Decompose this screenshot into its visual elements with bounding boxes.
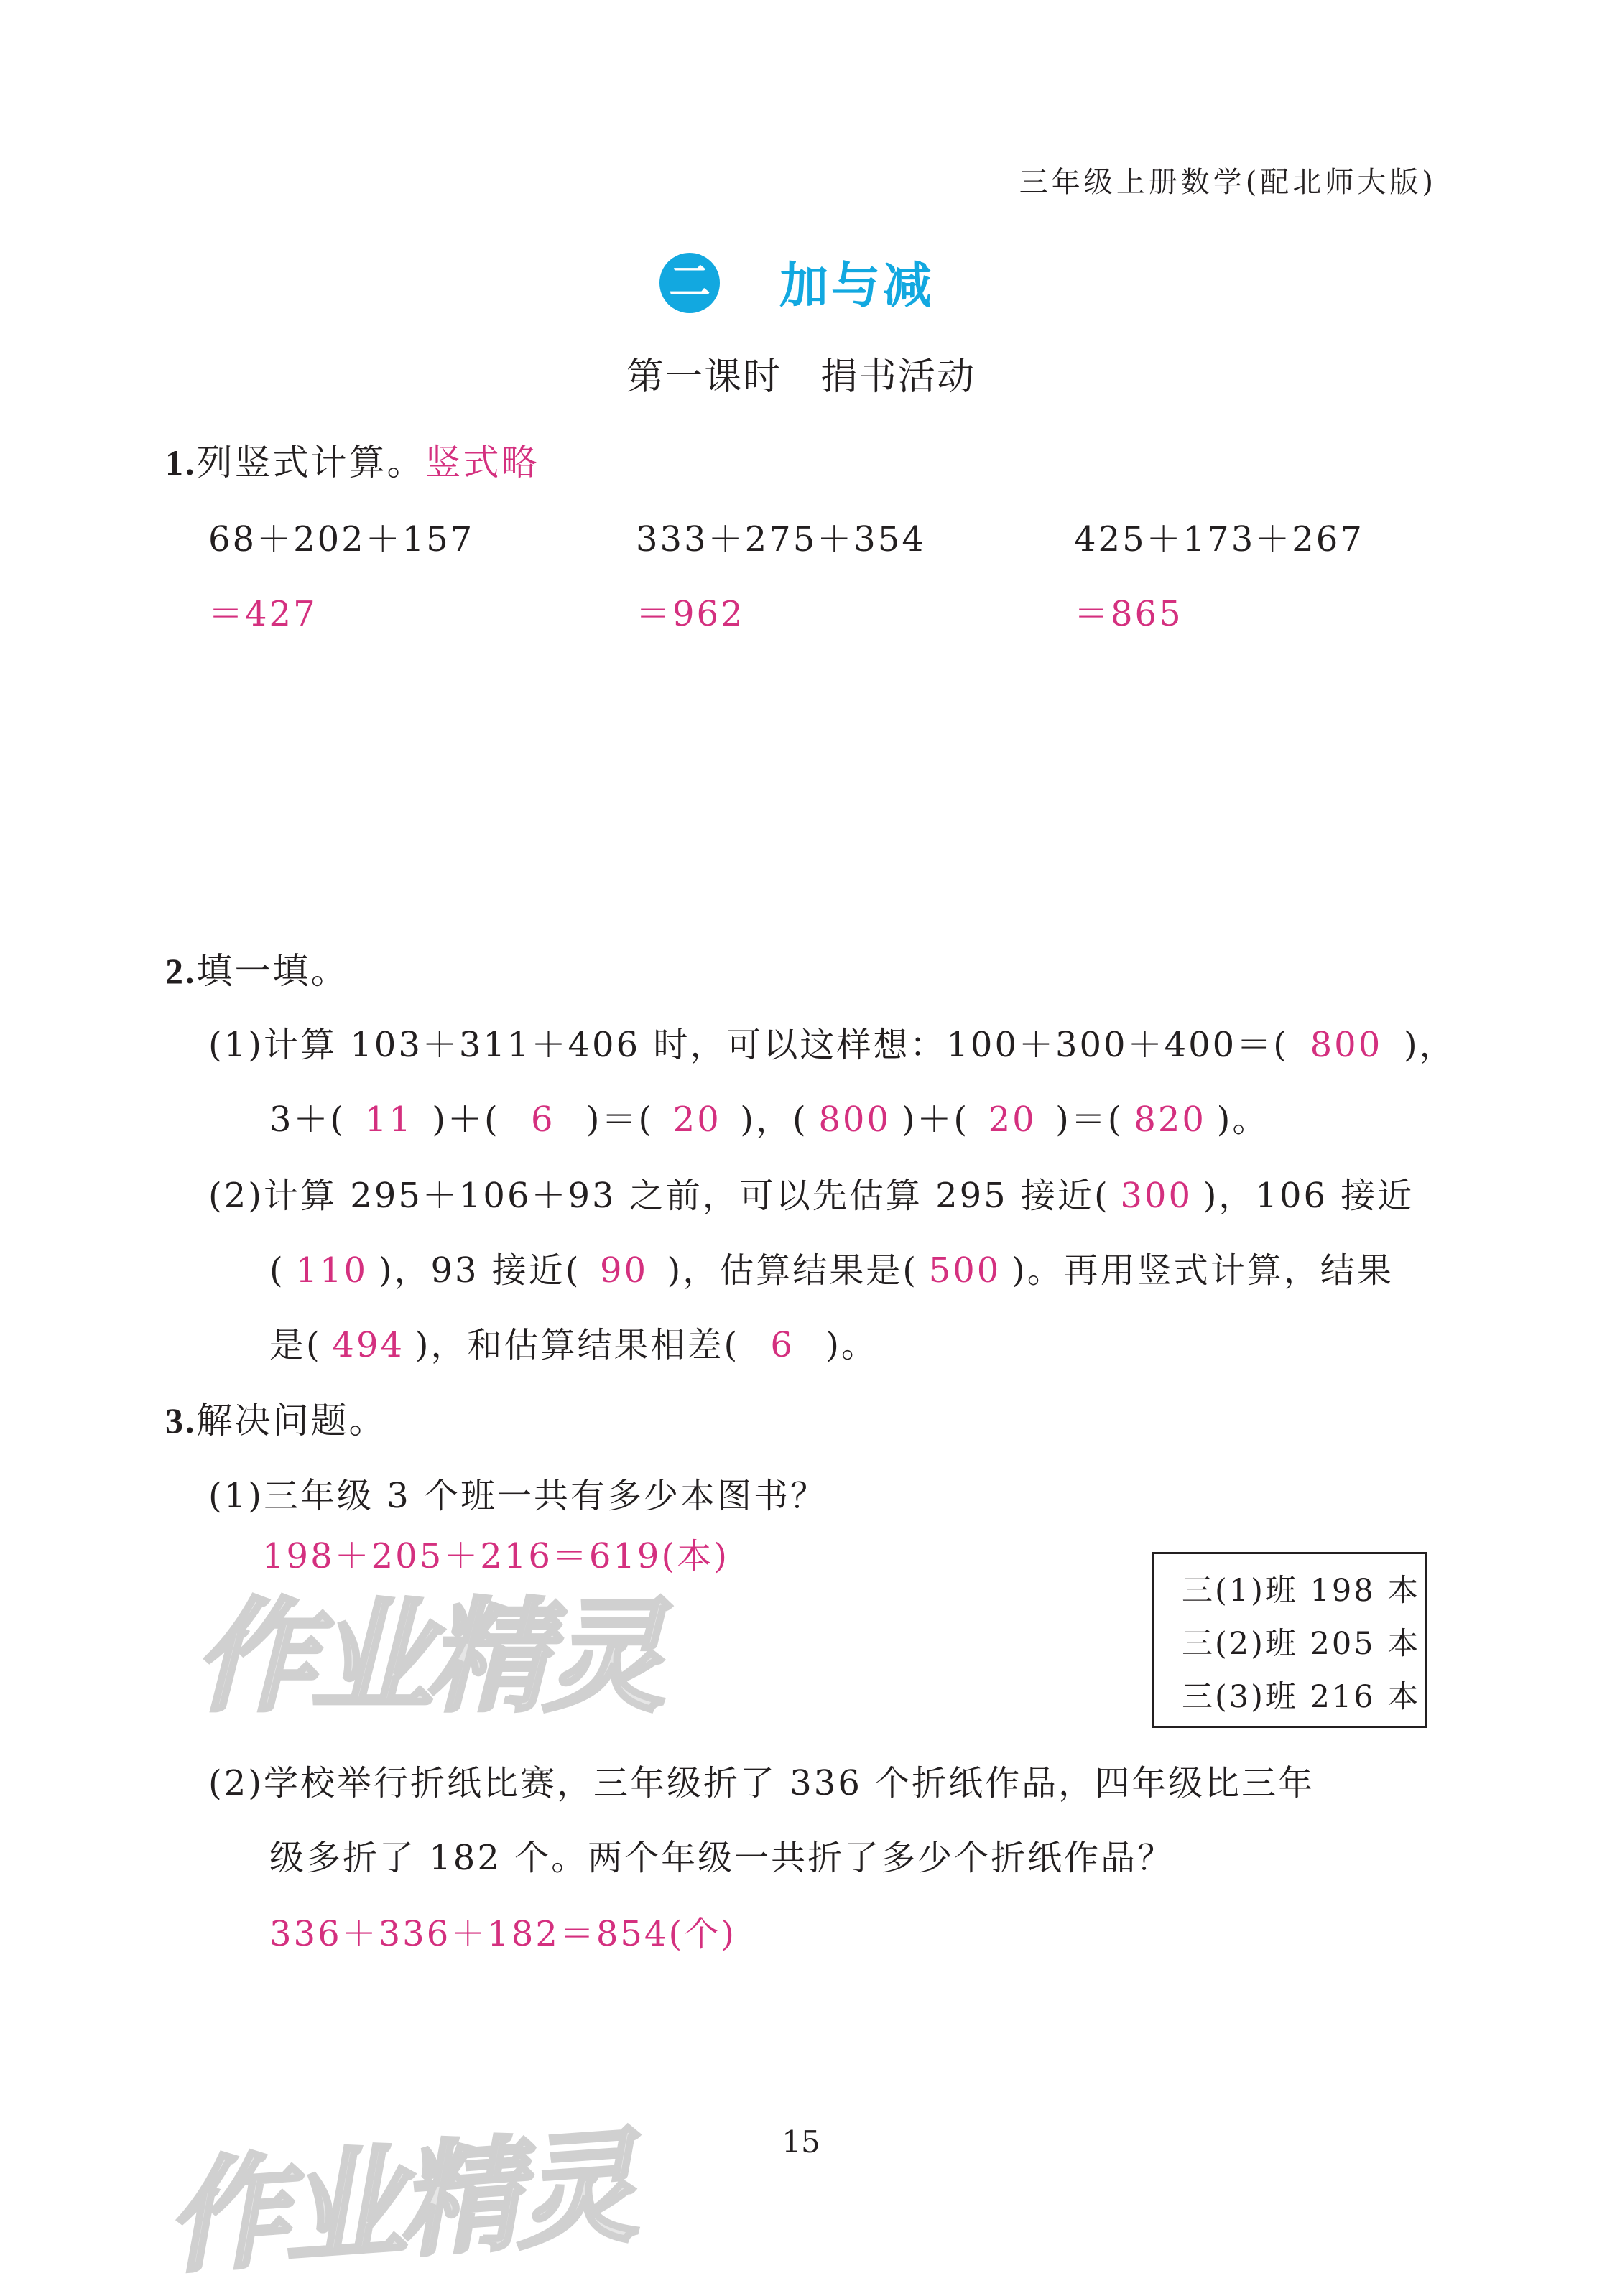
- q2-part1-line2: [269, 1092, 1269, 1141]
- blank-answer: 20: [988, 1100, 1037, 1140]
- blank-answer: 110: [295, 1250, 369, 1291]
- question-2-prompt: 填一填。: [196, 950, 349, 992]
- blank-answer: 800: [1310, 1025, 1383, 1065]
- question-2-heading: [165, 942, 349, 994]
- watermark-logo: 作业精灵: [194, 1586, 660, 1729]
- q1-expr-2: 333＋275＋354: [636, 519, 926, 559]
- q1-answer-3: ＝865: [1074, 594, 1183, 634]
- text: 是(: [269, 1325, 322, 1365]
- page-header: 三年级上册数学(配北师大版): [1019, 166, 1437, 199]
- text: )＋(: [432, 1100, 500, 1140]
- text: )＝(: [1055, 1100, 1124, 1140]
- text: )＋(: [901, 1100, 970, 1140]
- blank-answer: 820: [1134, 1100, 1206, 1140]
- text: )，(: [740, 1100, 808, 1140]
- q1-expr-1: 68＋202＋157: [208, 519, 475, 559]
- unit-title: 加与减: [779, 258, 935, 315]
- blank-answer: 500: [928, 1250, 1001, 1291]
- blank-answer: 494: [332, 1325, 405, 1365]
- blank-answer: 90: [599, 1250, 649, 1291]
- blank-answer: 20: [672, 1100, 721, 1140]
- table-row: 三(1)班 198 本: [1182, 1573, 1421, 1609]
- text: )，93 接近(: [378, 1250, 581, 1291]
- unit-number-badge: 二: [659, 253, 720, 313]
- q2-part2-line1: [208, 1168, 1414, 1217]
- question-1-prompt: 列竖式计算。: [196, 442, 425, 483]
- question-3-number: 3.: [165, 1400, 197, 1441]
- text: (1)计算 103＋311＋406 时，可以这样想：100＋300＋400＝(: [208, 1025, 1289, 1065]
- question-1-number: 1.: [165, 442, 197, 483]
- page-number: 15: [782, 2124, 820, 2160]
- q2-part1-line1: [208, 1017, 1456, 1066]
- text: )，估算结果是(: [667, 1250, 918, 1291]
- question-1-answer-note: 竖式略: [425, 442, 540, 483]
- q1-answer-2: ＝962: [636, 594, 745, 634]
- text: (: [269, 1250, 285, 1291]
- blank-answer: 11: [364, 1100, 413, 1140]
- q1-answer-1: ＝427: [208, 594, 318, 634]
- blank-answer: 300: [1120, 1176, 1193, 1216]
- q3-part1-answer: 198＋205＋216＝619(本): [262, 1536, 729, 1576]
- question-1-heading: [165, 434, 540, 485]
- text: )。再用竖式计算，结果: [1011, 1250, 1394, 1291]
- table-row: 三(3)班 216 本: [1182, 1679, 1421, 1715]
- question-3-heading: [165, 1392, 387, 1444]
- q1-expr-3: 425＋173＋267: [1074, 519, 1364, 559]
- text: )。: [1216, 1100, 1269, 1140]
- blank-answer: 800: [818, 1100, 891, 1140]
- watermark-logo: 作业精灵: [161, 2116, 636, 2291]
- text: )，106 接近: [1203, 1176, 1415, 1216]
- question-2-number: 2.: [165, 951, 197, 991]
- question-3-prompt: 解决问题。: [196, 1400, 387, 1441]
- text: (2)计算 295＋106＋93 之前，可以先估算 295 接近(: [208, 1176, 1110, 1216]
- blank-answer: 6: [770, 1325, 795, 1365]
- table-row: 三(2)班 205 本: [1182, 1626, 1421, 1662]
- q3-part2-line1: (2)学校举行折纸比赛，三年级折了 336 个折纸作品，四年级比三年: [208, 1763, 1315, 1803]
- text: 3＋(: [269, 1100, 346, 1140]
- text: )，和估算结果相差(: [415, 1325, 740, 1365]
- text: )＝(: [585, 1100, 654, 1140]
- class-books-table: [1152, 1552, 1427, 1728]
- q3-part2-line2: 级多折了 182 个。两个年级一共折了多少个折纸作品？: [269, 1838, 1175, 1878]
- lesson-title: 第一课时 捐书活动: [626, 355, 976, 399]
- q3-part1-question: (1)三年级 3 个班一共有多少本图书？: [208, 1476, 828, 1516]
- text: )，: [1403, 1025, 1456, 1065]
- q3-part2-answer: 336＋336＋182＝854(个): [269, 1914, 736, 1954]
- text: )。: [825, 1325, 878, 1365]
- q2-part2-line2: [269, 1242, 1394, 1292]
- q2-part2-line3: [269, 1317, 878, 1367]
- blank-answer: 6: [530, 1100, 555, 1140]
